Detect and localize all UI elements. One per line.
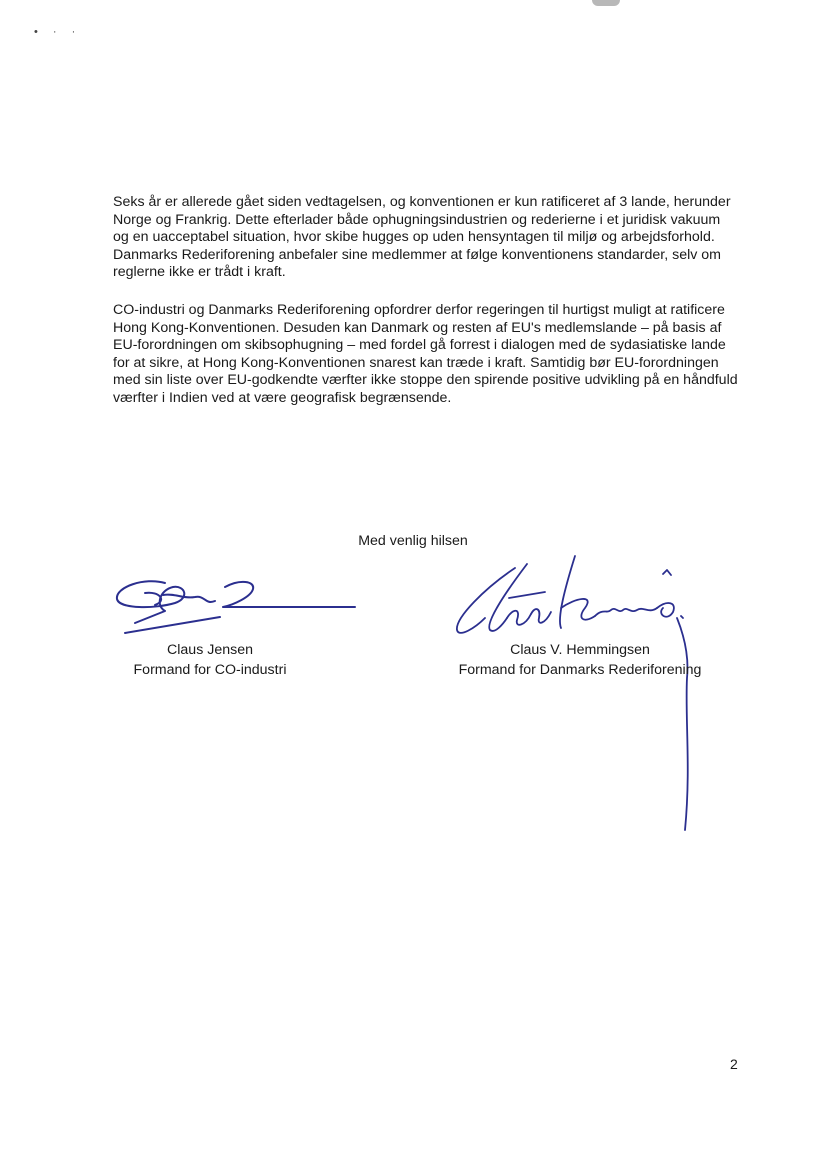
signatory-name: Claus V. Hemmingsen [510, 642, 650, 658]
letter-body [113, 194, 738, 428]
closing-greeting: Med venlig hilsen [358, 533, 468, 549]
body-paragraph: Seks år er allerede gået siden vedtagelsen, og konventionen er kun ratificeret af 3 lande, herunder Norge og Frankrig. Dette efterlader både ophugningsindustrien og rederierne i et juridisk vakuum og en uacceptabel situation, hvor skibe hugges op uden hensyntagen til miljø og arbejdsforhold. Danmarks Rederiforening anbefaler sine medlemmer at følge konventionens standarder, selv om reglerne ikke er trådt i kraft. [113, 194, 731, 281]
page-number: 2 [730, 1056, 738, 1072]
signatory-name: Claus Jensen [167, 642, 253, 658]
body-paragraph: CO-industri og Danmarks Rederiforening opfordrer derfor regeringen til hurtigst muligt at ratificere Hong Kong-Konventionen. Desuden kan Danmark og resten af EU's medlemslande – på basis af EU-forordningen om skibsophugning – med fordel gå forrest i dialogen med de sydasiatiske lande for at sikre, at Hong Kong-Konventionen snarest kan træde i kraft. Samtidig bør EU-forordningen med sin liste over EU-godkendte værfter ikke stoppe den spirende positive udvikling på en håndfuld værfter i Indien ved at være geografisk begrænsende. [113, 301, 738, 406]
signature-claus-jensen [105, 565, 365, 640]
scan-mark: • · · [34, 26, 82, 38]
signatory-right [430, 640, 730, 680]
signatory-title: Formand for Danmarks Rederiforening [458, 662, 702, 678]
scan-smudge [592, 0, 620, 6]
signature-claus-hemmingsen [445, 548, 735, 838]
signatory-title: Formand for CO-industri [133, 662, 287, 678]
signatory-left [100, 640, 320, 680]
